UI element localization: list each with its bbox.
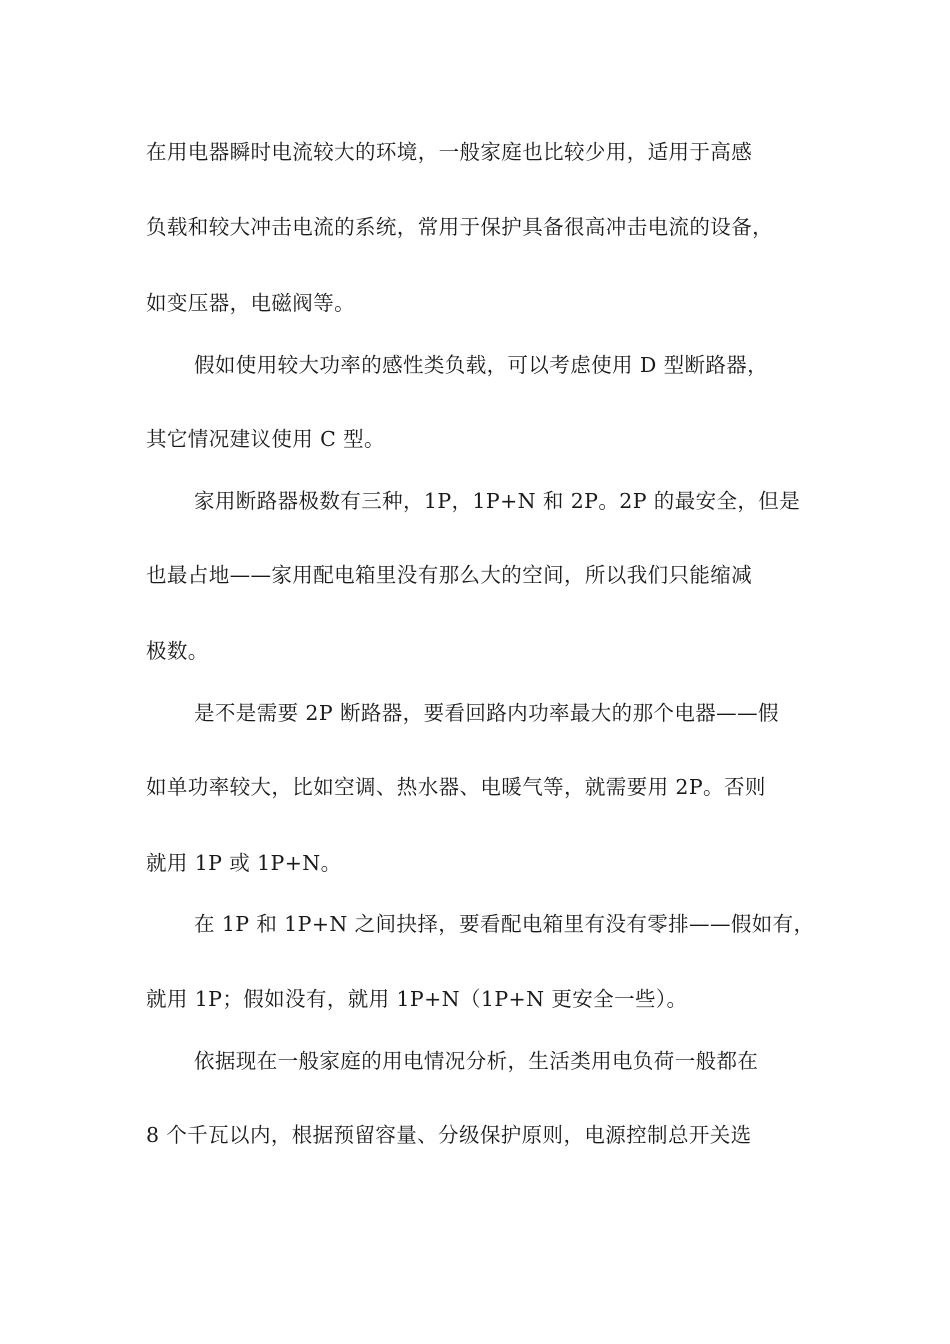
paragraph-start-line: 在 1P 和 1P+N 之间抉择，要看配电箱里有没有零排——假如有， — [194, 912, 815, 936]
text-line: 就用 1P 或 1P+N。 — [146, 851, 342, 875]
paragraph-start-line: 依据现在一般家庭的用电情况分析，生活类用电负荷一般都在 — [194, 1049, 759, 1073]
paragraph-start-line: 是不是需要 2P 断路器，要看回路内功率最大的那个电器——假 — [194, 701, 779, 725]
text-line: 负载和较大冲击电流的系统，常用于保护具备很高冲击电流的设备， — [146, 215, 773, 239]
text-line: 如单功率较大，比如空调、热水器、电暖气等，就需要用 2P。否则 — [146, 775, 766, 799]
text-line: 在用电器瞬时电流较大的环境，一般家庭也比较少用，适用于高感 — [146, 140, 753, 164]
text-line: 极数。 — [146, 639, 209, 663]
text-line: 如变压器，电磁阀等。 — [146, 291, 355, 315]
paragraph-start-line: 假如使用较大功率的感性类负载，可以考虑使用 D 型断路器， — [194, 353, 769, 377]
text-line: 其它情况建议使用 C 型。 — [146, 427, 385, 451]
text-line: 8 个千瓦以内，根据预留容量、分级保护原则，电源控制总开关选 — [146, 1123, 752, 1147]
paragraph-start-line: 家用断路器极数有三种，1P，1P+N 和 2P。2P 的最安全，但是 — [194, 489, 801, 513]
text-line: 就用 1P；假如没有，就用 1P+N（1P+N 更安全一些）。 — [146, 987, 688, 1011]
text-line: 也最占地——家用配电箱里没有那么大的空间，所以我们只能缩减 — [146, 563, 753, 587]
